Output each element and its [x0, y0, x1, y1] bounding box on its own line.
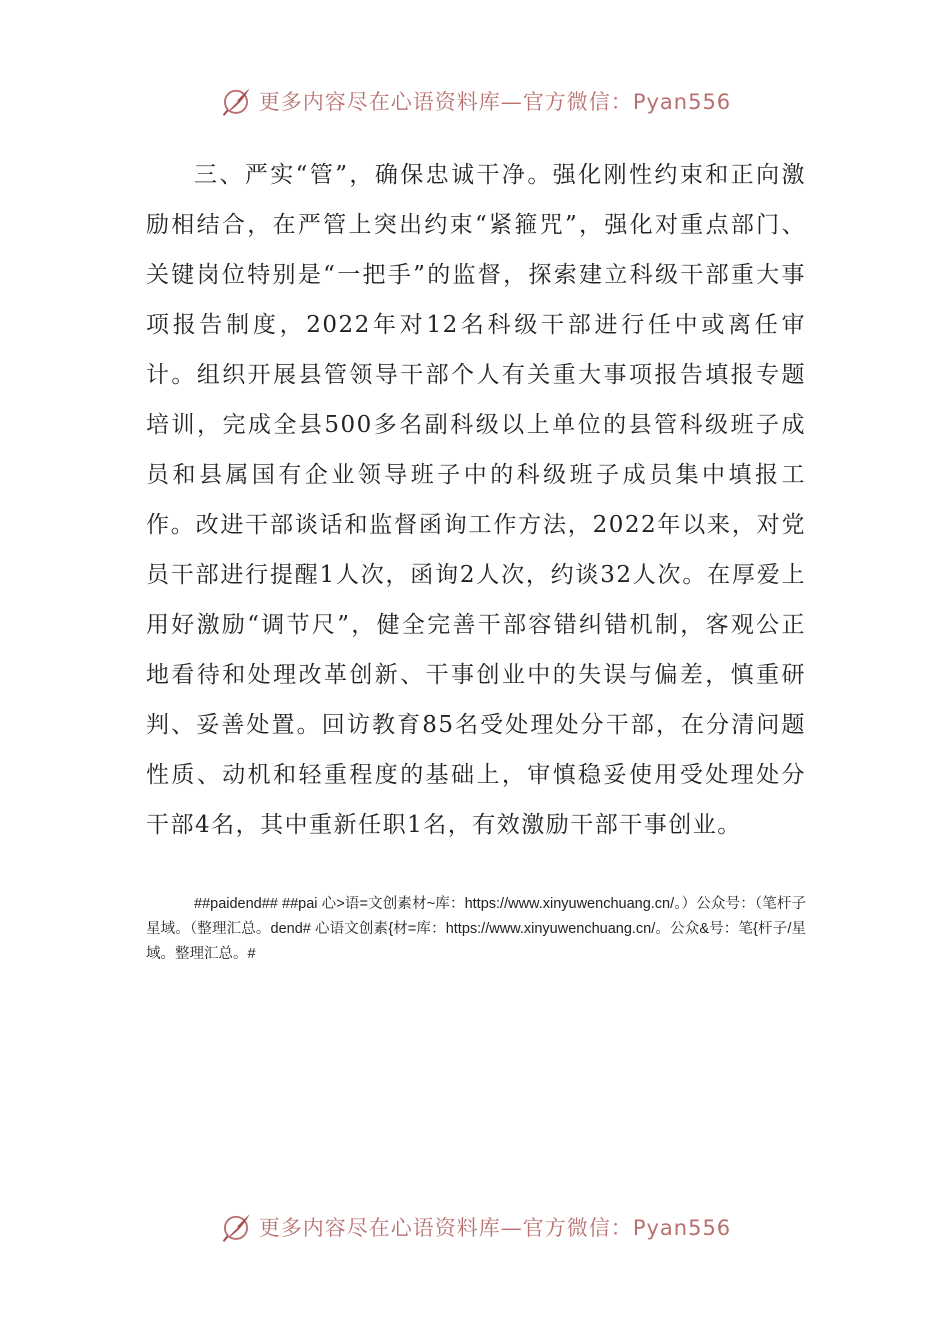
wechat-id: Pyan556	[632, 1216, 732, 1240]
footer-banner	[0, 1210, 950, 1244]
banner-text	[259, 1212, 731, 1242]
quill-pen-icon	[219, 84, 253, 118]
banner-text	[259, 86, 731, 116]
banner-prefix: 更多内容尽在心语资料库—官方微信：	[258, 1216, 633, 1240]
header-banner	[0, 84, 950, 118]
watermark-note: ##paidend## ##pai 心>语=文创素材~库：https://www.xinyuwenchuang.cn/。）公众号：（笔杆子星域。（整理汇总。dend# 心语文创素{材=库：https://www.xinyuwenchuang.cn/。公众&号：笔{杆子/星域。整理汇总。#	[146, 896, 806, 962]
wechat-id: Pyan556	[632, 90, 732, 114]
banner-prefix: 更多内容尽在心语资料库—官方微信：	[258, 90, 633, 114]
quill-pen-icon	[219, 1210, 253, 1244]
main-paragraph: 三、严实“管”，确保忠诚干净。强化刚性约束和正向激励相结合，在严管上突出约束“紧箍咒”，强化对重点部门、关键岗位特别是“一把手”的监督，探索建立科级干部重大事项报告制度，2022年对12名科级干部进行任中或离任审计。组织开展县管领导干部个人有关重大事项报告填报专题培训，完成全县500多名副科级以上单位的县管科级班子成员和县属国有企业领导班子中的科级班子成员集中填报工作。改进干部谈话和监督函询工作方法，2022年以来，对党员干部进行提醒1人次，函询2人次，约谈32人次。在厚爱上用好激励“调节尺”，健全完善干部容错纠错机制，客观公正地看待和处理改革创新、干事创业中的失误与偏差，慎重研判、妥善处置。回访教育85名受处理处分干部，在分清问题性质、动机和轻重程度的基础上，审慎稳妥使用受处理处分干部4名，其中重新任职1名，有效激励干部干事创业。	[146, 162, 806, 838]
